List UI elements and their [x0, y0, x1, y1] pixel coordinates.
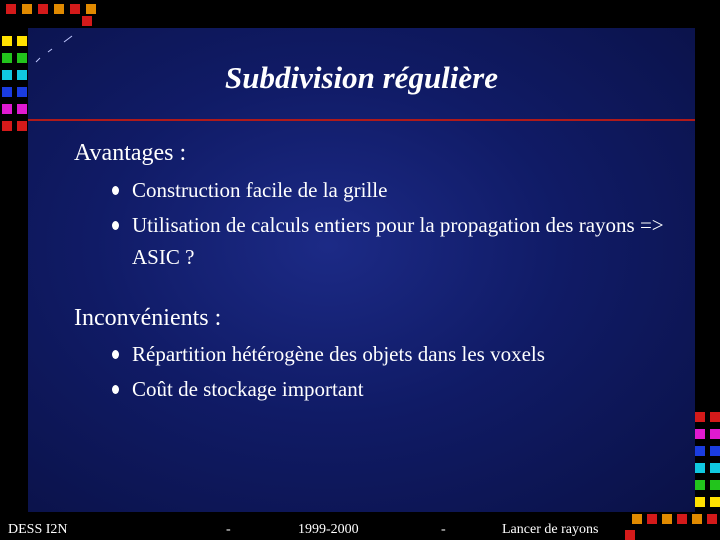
decorative-square — [710, 446, 720, 456]
decorative-square — [38, 4, 48, 14]
decorative-square — [2, 70, 12, 80]
decorative-square — [82, 16, 92, 26]
decorative-square — [695, 480, 705, 490]
decorative-square — [17, 87, 27, 97]
bullet-text: Coût de stockage important — [132, 377, 364, 401]
bullet-icon — [112, 186, 119, 195]
decorative-square — [710, 463, 720, 473]
section-heading-advantages: Avantages : — [74, 140, 187, 166]
decorative-square — [625, 530, 635, 540]
decorative-square — [2, 87, 12, 97]
decorative-square — [17, 36, 27, 46]
decorative-square — [707, 514, 717, 524]
footer-separator: - — [441, 522, 446, 537]
title-divider — [28, 119, 695, 121]
decorative-square — [695, 446, 705, 456]
footer-course: DESS I2N — [8, 522, 68, 537]
decorative-square — [695, 497, 705, 507]
decorative-square — [710, 412, 720, 422]
decorative-square — [2, 104, 12, 114]
decorative-square — [2, 53, 12, 63]
decorative-square — [22, 4, 32, 14]
list-item — [112, 338, 672, 370]
decorative-square — [2, 36, 12, 46]
decorative-square — [17, 104, 27, 114]
decorative-square — [692, 514, 702, 524]
slide-title: Subdivision régulière — [224, 60, 498, 95]
bullet-text: Utilisation de calculs entiers pour la propagation des rayons => ASIC ? — [132, 213, 664, 269]
decorative-square — [6, 4, 16, 14]
decorative-square — [17, 121, 27, 131]
footer-year: 1999-2000 — [298, 522, 359, 537]
section-heading-disadvantages: Inconvénients : — [74, 305, 222, 331]
decorative-square — [17, 70, 27, 80]
decorative-square — [2, 121, 12, 131]
bullet-text: Répartition hétérogène des objets dans les voxels — [132, 342, 545, 366]
decorative-square — [695, 412, 705, 422]
decorative-square — [662, 514, 672, 524]
list-item — [112, 373, 672, 405]
list-item — [112, 209, 672, 273]
decorative-square — [677, 514, 687, 524]
bullet-text: Construction facile de la grille — [132, 178, 388, 202]
bullet-icon — [112, 385, 119, 394]
decorative-square — [647, 514, 657, 524]
bullet-icon — [112, 350, 119, 359]
bullet-icon — [112, 221, 119, 230]
decorative-square — [695, 429, 705, 439]
footer-separator: - — [226, 522, 231, 537]
decorative-square — [632, 514, 642, 524]
decorative-square — [86, 4, 96, 14]
decorative-square — [17, 53, 27, 63]
decorative-square — [710, 480, 720, 490]
list-item — [112, 174, 672, 206]
decorative-square — [70, 4, 80, 14]
decorative-square — [710, 429, 720, 439]
decorative-square — [710, 497, 720, 507]
decorative-square — [695, 463, 705, 473]
footer-topic: Lancer de rayons — [502, 522, 599, 537]
decorative-square — [54, 4, 64, 14]
